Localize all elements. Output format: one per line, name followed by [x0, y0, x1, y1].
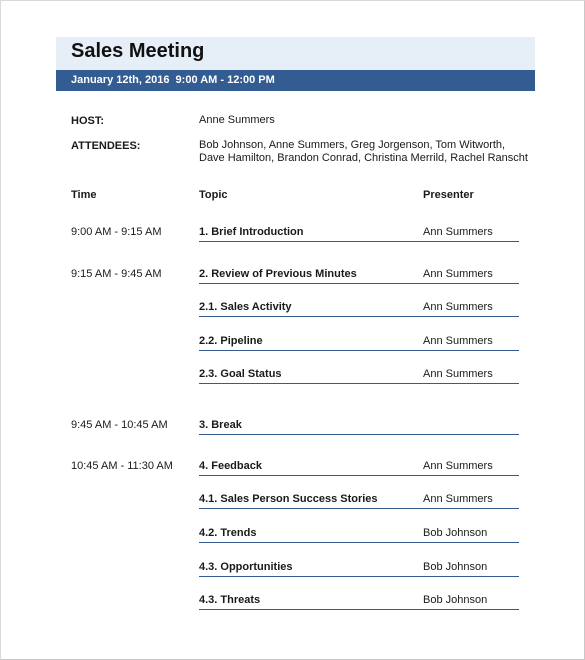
column-header-topic: Topic	[199, 189, 228, 201]
attendees-line-2: Dave Hamilton, Brandon Conrad, Christina Merrild, Rachel Ranscht	[199, 152, 528, 164]
row-divider	[199, 350, 519, 351]
agenda-time: 9:00 AM - 9:15 AM	[71, 226, 162, 238]
agenda-topic: 4.2. Trends	[199, 527, 257, 539]
row-divider	[199, 241, 519, 242]
row-divider	[199, 283, 519, 284]
agenda-topic: 3. Break	[199, 419, 242, 431]
agenda-row	[0, 594, 585, 614]
agenda-presenter: Ann Summers	[423, 460, 493, 472]
agenda-row	[0, 527, 585, 547]
agenda-row	[0, 268, 585, 288]
row-divider	[199, 508, 519, 509]
agenda-row	[0, 493, 585, 513]
agenda-presenter: Ann Summers	[423, 368, 493, 380]
column-header-time: Time	[71, 189, 97, 201]
agenda-row	[0, 561, 585, 581]
agenda-topic: 2.2. Pipeline	[199, 335, 263, 347]
agenda-time: 9:15 AM - 9:45 AM	[71, 268, 162, 280]
meeting-date-time: January 12th, 2016 9:00 AM - 12:00 PM	[71, 74, 275, 86]
agenda-row	[0, 335, 585, 355]
agenda-topic: 2.3. Goal Status	[199, 368, 282, 380]
row-divider	[199, 542, 519, 543]
agenda-presenter: Ann Summers	[423, 301, 493, 313]
agenda-presenter: Ann Summers	[423, 268, 493, 280]
agenda-topic: 4.3. Opportunities	[199, 561, 293, 573]
agenda-presenter: Bob Johnson	[423, 594, 488, 606]
meeting-title: Sales Meeting	[71, 40, 205, 62]
agenda-presenter: Ann Summers	[423, 226, 493, 238]
host-value: Anne Summers	[199, 114, 275, 126]
agenda-topic: 2.1. Sales Activity	[199, 301, 292, 313]
row-divider	[199, 434, 519, 435]
date-band	[56, 70, 535, 91]
agenda-topic: 4. Feedback	[199, 460, 262, 472]
row-divider	[199, 475, 519, 476]
row-divider	[199, 316, 519, 317]
agenda-time: 10:45 AM - 11:30 AM	[71, 460, 173, 472]
agenda-row	[0, 226, 585, 246]
agenda-time: 9:45 AM - 10:45 AM	[71, 419, 168, 431]
agenda-topic: 1. Brief Introduction	[199, 226, 304, 238]
attendees-label: ATTENDEES:	[71, 140, 141, 152]
agenda-presenter: Ann Summers	[423, 493, 493, 505]
agenda-row	[0, 460, 585, 480]
host-label: HOST:	[71, 115, 104, 127]
agenda-topic: 2. Review of Previous Minutes	[199, 268, 357, 280]
agenda-row	[0, 419, 585, 439]
row-divider	[199, 383, 519, 384]
agenda-topic: 4.1. Sales Person Success Stories	[199, 493, 378, 505]
column-header-presenter: Presenter	[423, 189, 474, 201]
agenda-row	[0, 368, 585, 388]
agenda-presenter: Bob Johnson	[423, 527, 488, 539]
row-divider	[199, 609, 519, 610]
row-divider	[199, 576, 519, 577]
agenda-presenter: Bob Johnson	[423, 561, 488, 573]
agenda-presenter: Ann Summers	[423, 335, 493, 347]
attendees-line-1: Bob Johnson, Anne Summers, Greg Jorgenson, Tom Witworth,	[199, 139, 506, 151]
agenda-topic: 4.3. Threats	[199, 594, 261, 606]
agenda-row	[0, 301, 585, 321]
